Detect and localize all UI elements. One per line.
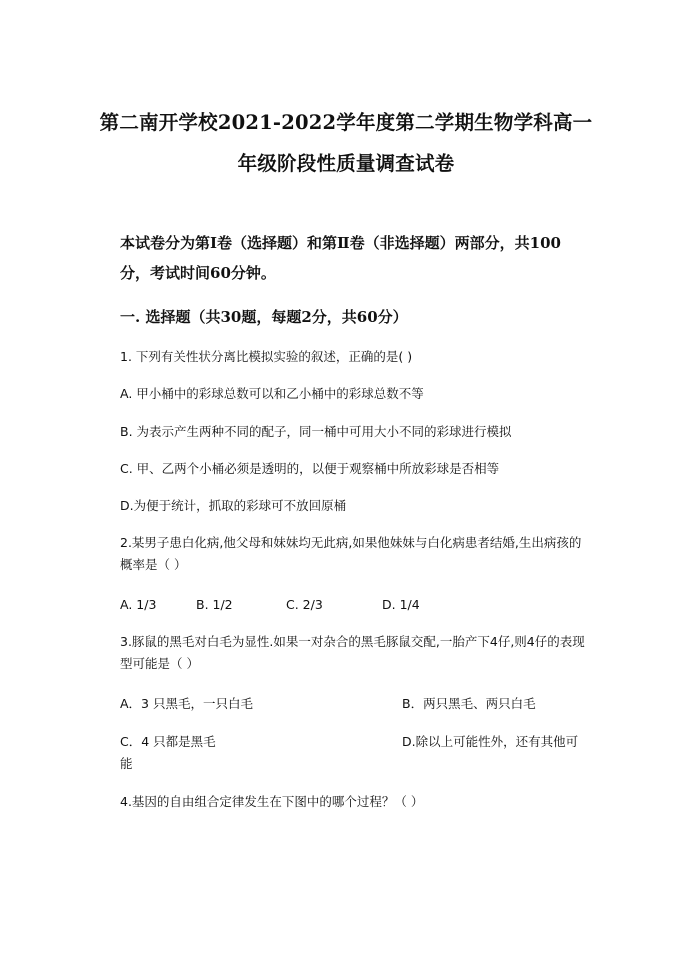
q3-option-a: A．3 只黑毛，一只白毛 bbox=[120, 696, 253, 711]
exam-title-line2: 年级阶段性质量调查试卷 bbox=[237, 152, 455, 175]
section-heading-choice: 一. 选择题（共30题，每题2分，共60分） bbox=[120, 308, 408, 326]
exam-title-line1: 第二南开学校2021-2022学年度第二学期生物学科高一 bbox=[99, 111, 593, 134]
q3-stem: 3.豚鼠的黑毛对白毛为显性.如果一对杂合的黑毛豚鼠交配,一胎产下4仔,则4仔的表现型可能是（ ） bbox=[120, 634, 585, 671]
q1-option-a: A. 甲小桶中的彩球总数可以和乙小桶中的彩球总数不等 bbox=[120, 386, 424, 401]
q1-stem: 1. 下列有关性状分离比模拟实验的叙述，正确的是( ) bbox=[120, 349, 413, 364]
exam-intro: 本试卷分为第Ⅰ卷（选择题）和第Ⅱ卷（非选择题）两部分，共100分，考试时间60分钟。 bbox=[120, 234, 561, 282]
q2-option-d: D. 1/4 bbox=[382, 597, 420, 612]
q2-stem: 2.某男子患白化病,他父母和妹妹均无此病,如果他妹妹与白化病患者结婚,生出病孩的概率是（ ） bbox=[120, 535, 582, 572]
q1-option-c: C. 甲、乙两个小桶必须是透明的，以便于观察桶中所放彩球是否相等 bbox=[120, 461, 500, 476]
q1-option-b: B. 为表示产生两种不同的配子，同一桶中可用大小不同的彩球进行模拟 bbox=[120, 424, 512, 439]
q4-stem: 4.基因的自由组合定律发生在下图中的哪个过程？（ ） bbox=[120, 794, 424, 809]
q3-option-d: D.除以上可能性外，还有其他可能 bbox=[120, 734, 579, 771]
q2-option-a: A. 1/3 bbox=[120, 597, 157, 612]
q2-option-b: B. 1/2 bbox=[196, 597, 233, 612]
q1-option-d: D.为便于统计，抓取的彩球可不放回原桶 bbox=[120, 498, 347, 513]
q3-option-c: C．4 只都是黑毛 bbox=[120, 734, 216, 749]
q2-option-c: C. 2/3 bbox=[286, 597, 323, 612]
q3-option-b: B．两只黑毛、两只白毛 bbox=[402, 696, 536, 711]
